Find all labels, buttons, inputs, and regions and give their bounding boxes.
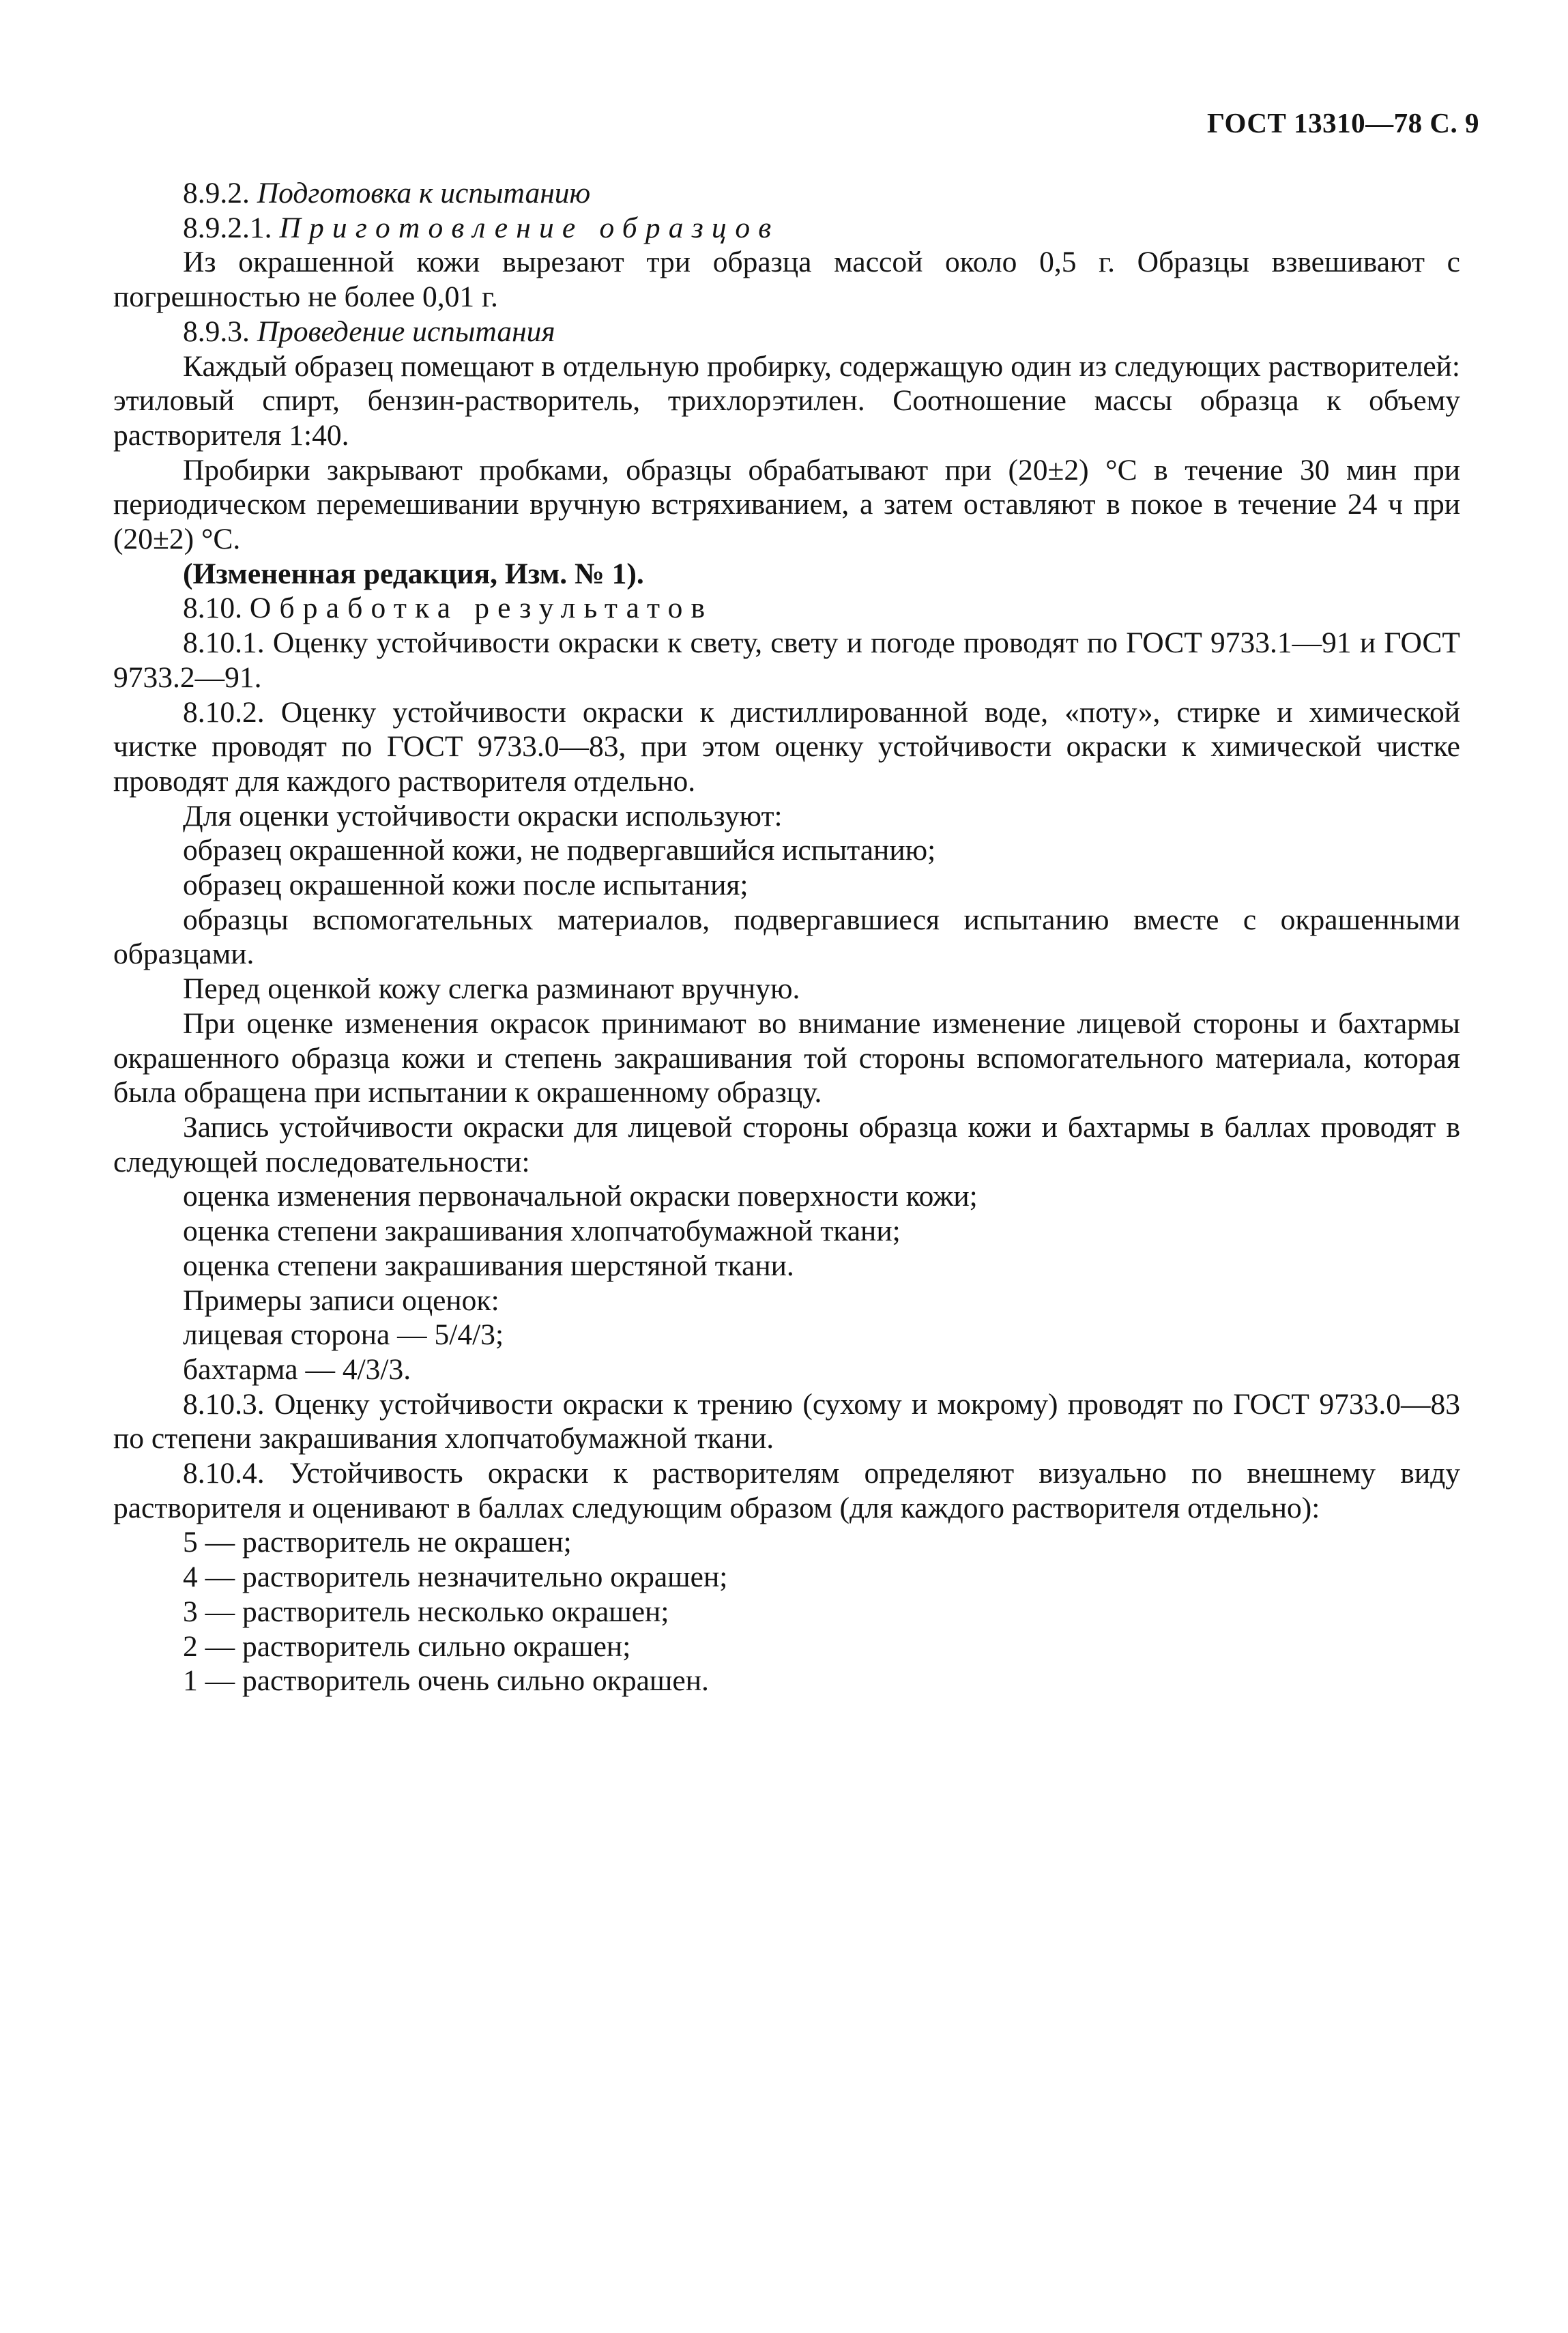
list-item: образец окрашенной кожи после испытания; bbox=[183, 869, 749, 902]
list-item: бахтарма — 4/3/3. bbox=[183, 1352, 411, 1386]
list-item: оценка изменения первоначальной окраски поверхности кожи; bbox=[183, 1180, 978, 1213]
list-item: образец окрашенной кожи, не подвергавшийся испытанию; bbox=[183, 834, 936, 867]
section-number: 8.10. bbox=[183, 592, 250, 625]
section-number: 8.9.2.1. bbox=[183, 211, 280, 244]
paragraph: 8.10.1. Оценку устойчивости окраски к свету, свету и погоде проводят по ГОСТ 9733.1—91 и ГОСТ 9733.2—91. bbox=[113, 626, 1460, 694]
paragraph: 8.10.3. Оценку устойчивости окраски к трению (сухому и мокрому) проводят по ГОСТ 9733.0—83 по степени закрашивания хлопчатобумажной ткани. bbox=[113, 1387, 1460, 1455]
section-title: Приготовление образцов bbox=[279, 211, 780, 244]
paragraph: Примеры записи оценок: bbox=[183, 1284, 499, 1317]
list-item: 4 — растворитель незначительно окрашен; bbox=[183, 1561, 728, 1594]
list-item: оценка степени закрашивания хлопчатобумажной ткани; bbox=[183, 1215, 901, 1248]
paragraph: Перед оценкой кожу слегка разминают вручную. bbox=[183, 972, 800, 1006]
section-title: Обработка результатов bbox=[249, 592, 714, 625]
paragraph: Для оценки устойчивости окраски используют: bbox=[183, 799, 783, 832]
list-item: лицевая сторона — 5/4/3; bbox=[183, 1318, 504, 1352]
paragraph: Каждый образец помещают в отдельную пробирку, содержащую один из следующих растворителей: этиловый спирт, бензин-растворитель, трихлорэтилен. Соотношение массы образца к объему растворителя 1:40. bbox=[113, 349, 1460, 452]
paragraph: 8.10.2. Оценку устойчивости окраски к дистиллированной воде, «поту», стирке и химической чистке проводят по ГОСТ 9733.0—83, при этом оценку устойчивости окраски к химической чистке проводят для каждого растворителя отдельно. bbox=[113, 695, 1460, 798]
list-item: 5 — растворитель не окрашен; bbox=[183, 1526, 572, 1559]
list-item: образцы вспомогательных материалов, подвергавшиеся испытанию вместе с окрашенными образцами. bbox=[113, 903, 1460, 971]
section-title: Проведение испытания bbox=[257, 315, 555, 348]
paragraph: Запись устойчивости окраски для лицевой стороны образца кожи и бахтармы в баллах проводят в следующей последовательности: bbox=[113, 1110, 1460, 1178]
paragraph: 8.10.4. Устойчивость окраски к растворителям определяют визуально по внешнему виду растворителя и оценивают в баллах следующим образом (для каждого растворителя отдельно): bbox=[113, 1457, 1460, 1524]
section-8-10 bbox=[113, 591, 1460, 626]
paragraph: При оценке изменения окрасок принимают во внимание изменение лицевой стороны и бахтармы окрашенного образца кожи и степень закрашивания той стороны вспомогательного материала, которая была обращена при испытании к окрашенному образцу. bbox=[113, 1006, 1460, 1110]
list-item: 1 — растворитель очень сильно окрашен. bbox=[183, 1664, 709, 1698]
section-8-9-3 bbox=[113, 315, 1460, 349]
section-number: 8.9.2. bbox=[183, 177, 257, 209]
page-header: ГОСТ 13310—78 С. 9 bbox=[1206, 107, 1479, 139]
paragraph: Пробирки закрывают пробками, образцы обрабатывают при (20±2) °С в течение 30 мин при периодическом перемешивании вручную встряхиванием, а затем оставляют в покое в течение 24 ч при (20±2) °С. bbox=[113, 453, 1460, 556]
section-number: 8.9.3. bbox=[183, 315, 257, 348]
document-body bbox=[113, 176, 1460, 1698]
section-title: Подготовка к испытанию bbox=[257, 177, 591, 209]
amendment-note: (Измененная редакция, Изм. № 1). bbox=[183, 557, 644, 590]
paragraph: Из окрашенной кожи вырезают три образца массой около 0,5 г. Образцы взвешивают с погрешностью не более 0,01 г. bbox=[113, 246, 1460, 314]
section-8-9-2 bbox=[113, 176, 1460, 211]
list-item: 3 — растворитель несколько окрашен; bbox=[183, 1595, 669, 1628]
list-item: 2 — растворитель сильно окрашен; bbox=[183, 1629, 631, 1663]
list-item: оценка степени закрашивания шерстяной ткани. bbox=[183, 1249, 794, 1282]
section-8-9-2-1 bbox=[113, 211, 1460, 246]
